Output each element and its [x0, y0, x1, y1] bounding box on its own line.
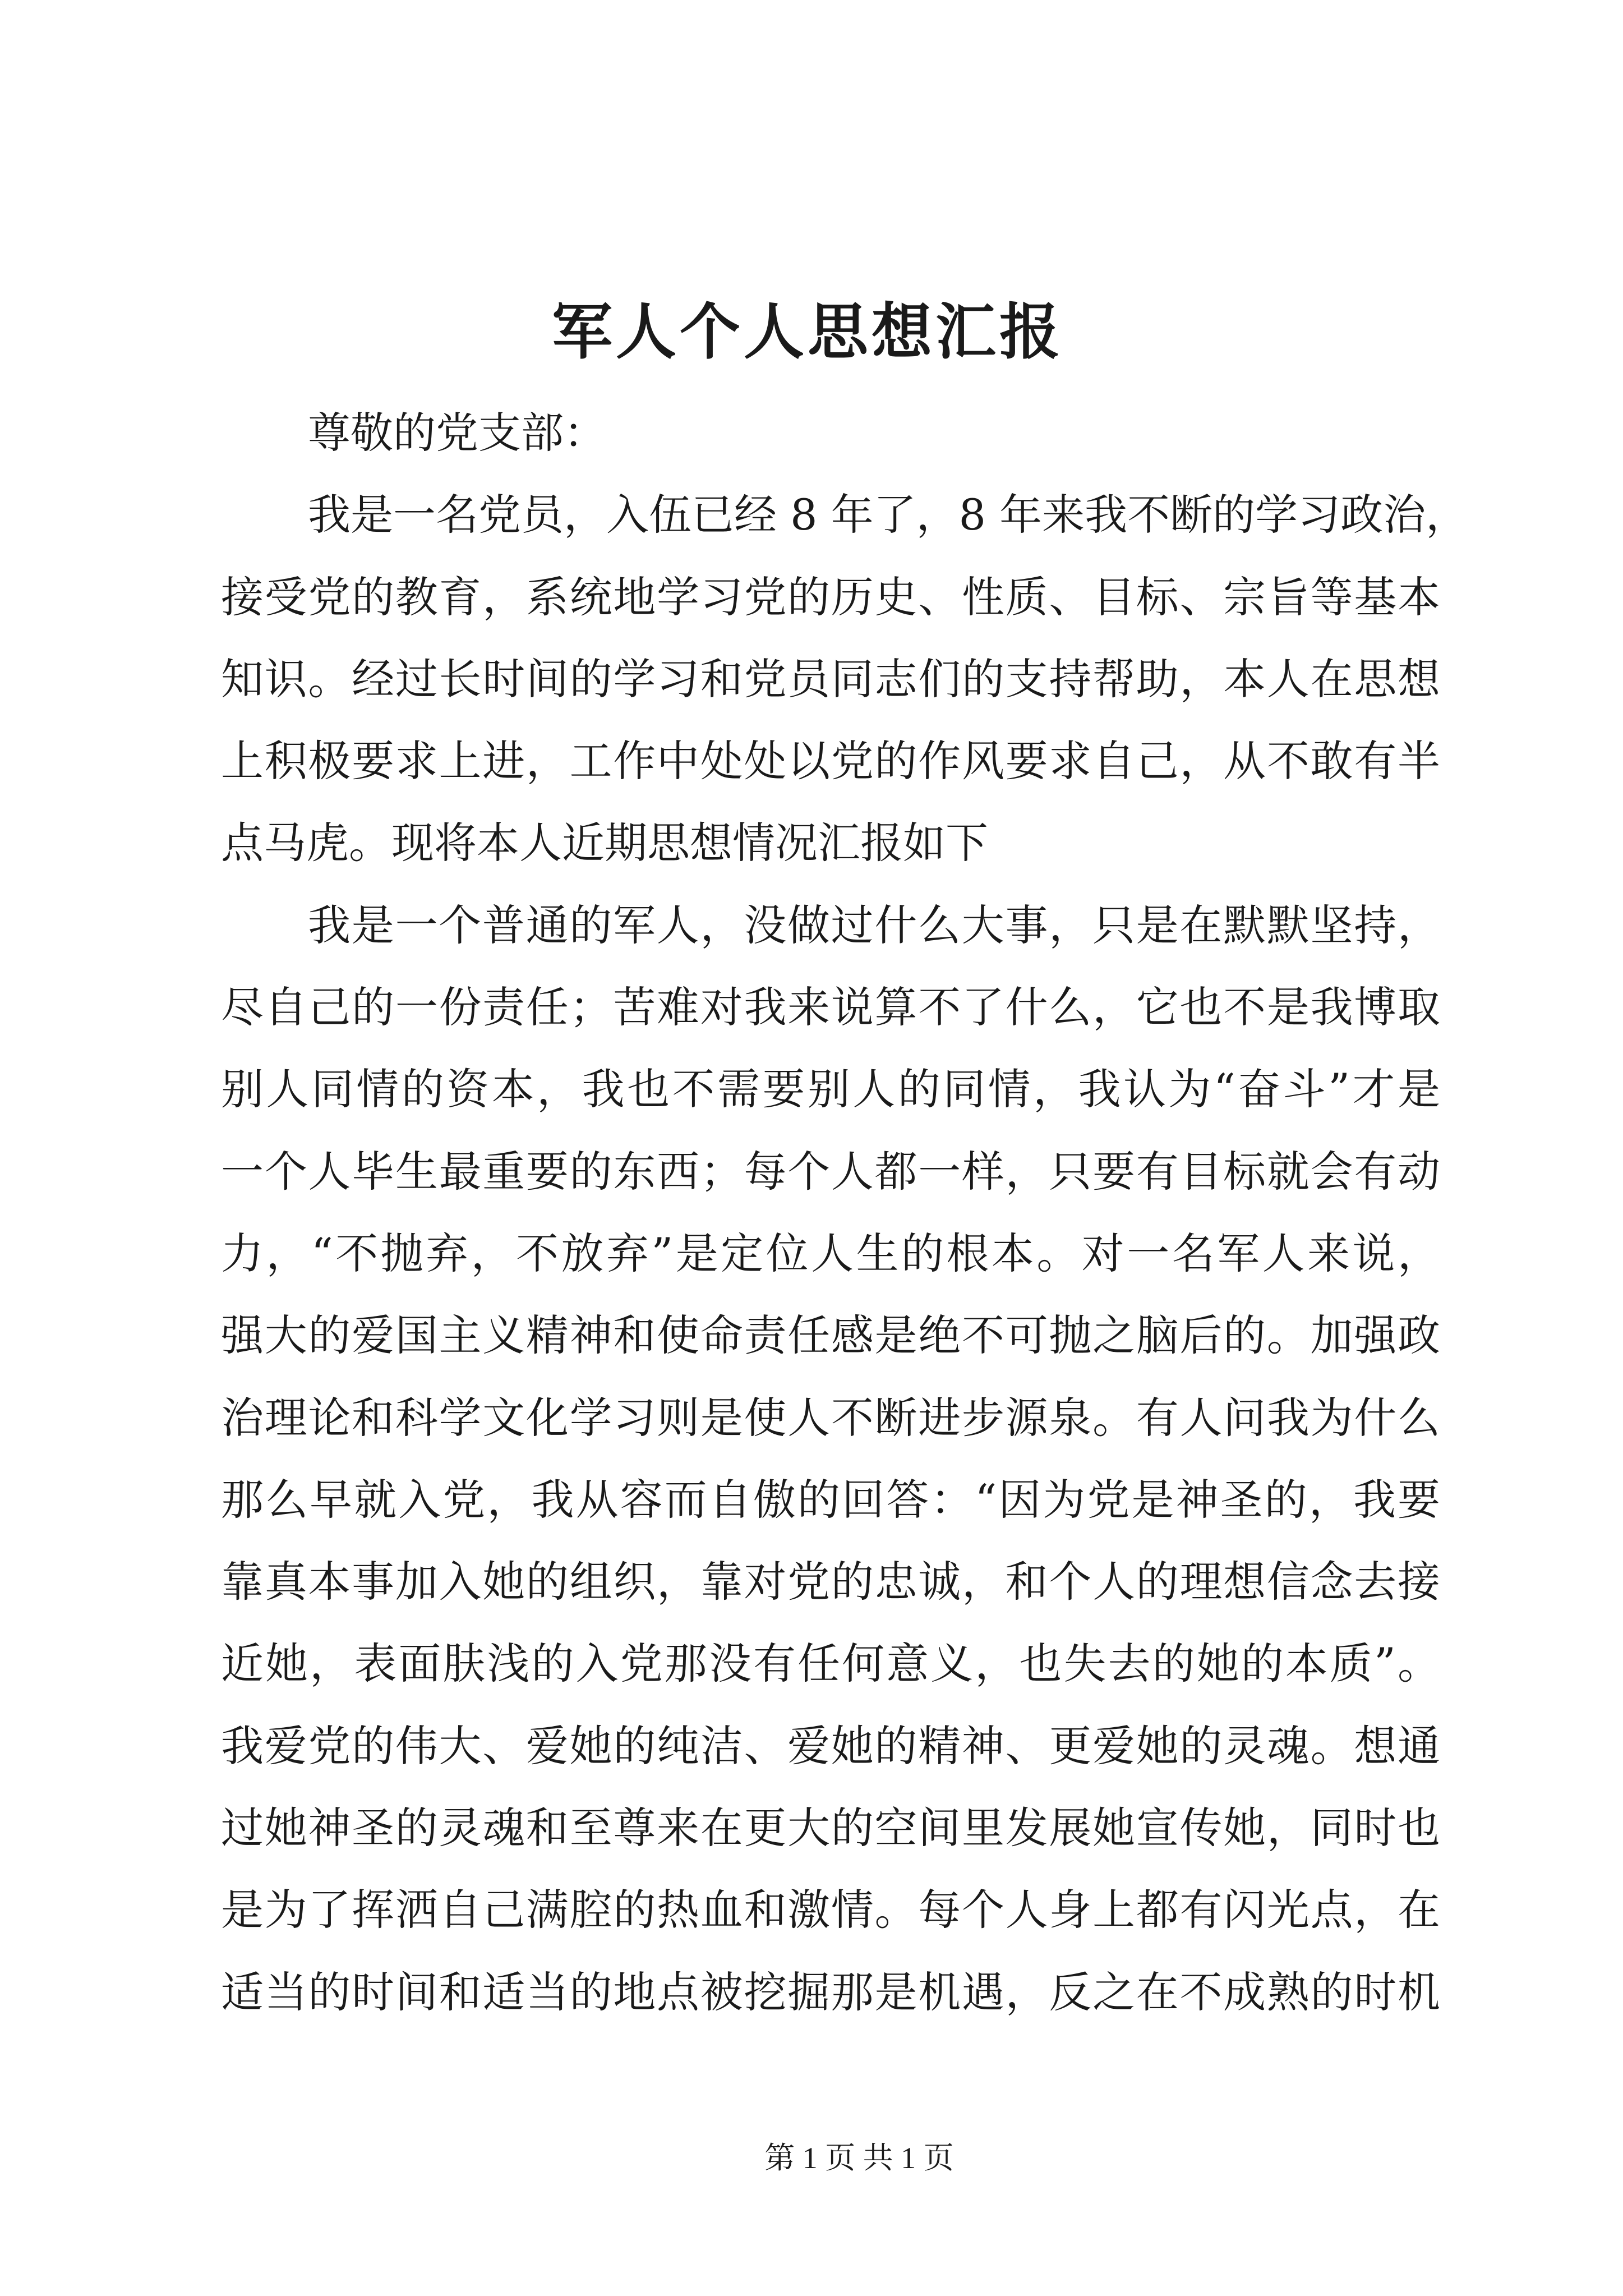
body-line: 一个人毕生最重要的东西；每个人都一样，只要有目标就会有动: [221, 1146, 1440, 1197]
body-line: 强大的爱国主义精神和使命责任感是绝不可抛之脑后的。加强政: [221, 1310, 1440, 1361]
body-line: 是为了挥洒自己满腔的热血和激情。每个人身上都有闪光点，在: [221, 1885, 1440, 1935]
document-title: 军人个人思想汇报: [551, 297, 1063, 367]
body-line: 那么早就入党，我从容而自傲的回答：“因为党是神圣的，我要: [221, 1474, 1440, 1525]
body-line: 适当的时间和适当的地点被挖掘那是机遇，反之在不成熟的时机: [221, 1967, 1440, 2017]
body-line: 接受党的教育，系统地学习党的历史、性质、目标、宗旨等基本: [221, 572, 1440, 622]
body-line: 知识。经过长时间的学习和党员同志们的支持帮助，本人在思想: [221, 654, 1440, 704]
body-line: 我是一名党员，入伍已经 8 年了，8 年来我不断的学习政治，: [308, 490, 1469, 540]
document-body: [221, 392, 1469, 2033]
body-line: 尽自己的一份责任；苦难对我来说算不了什么，它也不是我博取: [221, 982, 1440, 1033]
salutation: 尊敬的党支部：: [308, 408, 606, 458]
body-line: 过她神圣的灵魂和至尊来在更大的空间里发展她宣传她，同时也: [221, 1803, 1440, 1853]
body-line: 我是一个普通的军人，没做过什么大事，只是在默默坚持，: [308, 900, 1440, 950]
body-line: 靠真本事加入她的组织，靠对党的忠诚，和个人的理想信念去接: [221, 1557, 1440, 1607]
body-line: 力，“不抛弃，不放弃”是定位人生的根本。对一名军人来说，: [221, 1228, 1440, 1278]
page-footer: 第 1 页 共 1 页: [764, 2141, 954, 2175]
paragraph: [221, 474, 1469, 884]
body-line: 近她，表面肤浅的入党那没有任何意义，也失去的她的本质”。: [221, 1639, 1440, 1689]
body-line: 我爱党的伟大、爱她的纯洁、爱她的精神、更爱她的灵魂。想通: [221, 1720, 1440, 1771]
paragraph: [221, 885, 1440, 2033]
body-line: 别人同情的资本，我也不需要别人的同情，我认为“奋斗”才是: [221, 1064, 1440, 1115]
body-line: 治理论和科学文化学习则是使人不断进步源泉。有人问我为什么: [221, 1392, 1440, 1443]
body-line: 点马虎。现将本人近期思想情况汇报如下: [221, 818, 988, 868]
body-line: 上积极要求上进，工作中处处以党的作风要求自己，从不敢有半: [221, 736, 1440, 786]
